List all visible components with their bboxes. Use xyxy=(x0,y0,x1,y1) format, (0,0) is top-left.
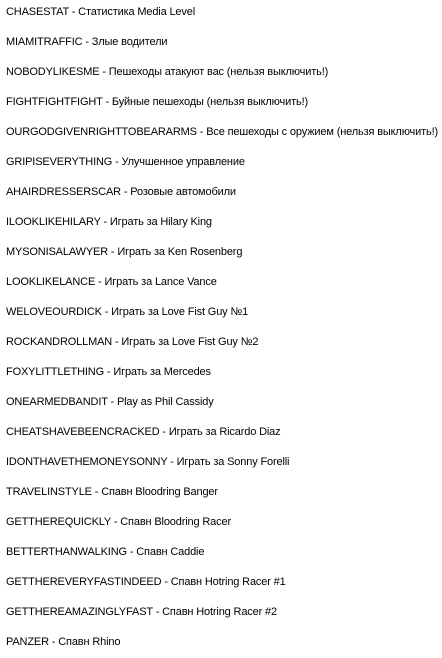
cheat-effect: Играть за Hilary King xyxy=(109,216,212,228)
cheat-code: MYSONISALAWYER xyxy=(6,246,109,258)
cheat-separator: - xyxy=(91,486,102,498)
cheat-separator: - xyxy=(126,546,137,558)
cheat-separator: - xyxy=(112,336,122,348)
cheat-separator: - xyxy=(152,606,163,618)
cheat-effect: Спавн Rhino xyxy=(58,636,121,648)
cheat-line xyxy=(6,514,231,530)
cheat-code: OURGODGIVENRIGHTTOBEARARMS xyxy=(6,126,197,138)
cheat-effect: Играть за Sonny Forelli xyxy=(176,456,290,468)
cheat-code: TRAVELINSTYLE xyxy=(6,486,92,498)
cheat-effect: Спавн Bloodring Racer xyxy=(120,516,231,528)
cheat-code: AHAIRDRESSERSCAR xyxy=(6,186,121,198)
cheat-separator: - xyxy=(161,576,171,588)
cheat-effect: Спавн Caddie xyxy=(136,546,205,558)
cheat-effect: Спавн Bloodring Banger xyxy=(101,486,218,498)
cheat-line xyxy=(6,64,328,80)
cheat-separator: - xyxy=(159,426,169,438)
cheat-line xyxy=(6,124,438,140)
cheat-effect: Злые водители xyxy=(91,36,168,48)
cheat-code: GRIPISEVERYTHING xyxy=(6,156,113,168)
cheat-effect: Играть за Ken Rosenberg xyxy=(117,246,243,258)
cheat-line xyxy=(6,454,289,470)
cheat-line xyxy=(6,364,211,380)
cheat-line xyxy=(6,424,280,440)
cheat-code: NOBODYLIKESME xyxy=(6,66,100,78)
cheat-code: ONEARMEDBANDIT xyxy=(6,396,108,408)
cheat-effect: Спавн Hotring Racer #1 xyxy=(170,576,286,588)
cheat-line xyxy=(6,94,308,110)
cheat-separator: - xyxy=(101,306,112,318)
cheat-code: PANZER xyxy=(6,636,49,648)
cheat-effect: Играть за Ricardo Diaz xyxy=(168,426,281,438)
cheat-separator: - xyxy=(120,186,131,198)
cheat-code: GETTHEREVERYFASTINDEED xyxy=(6,576,162,588)
cheat-code: BETTERTHANWALKING xyxy=(6,546,127,558)
cheat-code: MIAMITRAFFIC xyxy=(6,36,83,48)
cheat-separator: - xyxy=(110,516,121,528)
cheat-separator: - xyxy=(100,216,110,228)
cheat-line xyxy=(6,304,248,320)
cheat-separator: - xyxy=(112,156,122,168)
cheat-effect: Розовые автомобили xyxy=(130,186,236,198)
cheat-separator: - xyxy=(102,96,112,108)
cheat-effect: Играть за Love Fist Guy №1 xyxy=(111,306,249,318)
cheat-line xyxy=(6,34,167,50)
cheat-code: LOOKLIKELANCE xyxy=(6,276,96,288)
cheat-separator: - xyxy=(68,6,79,18)
cheat-effect: Улучшенное управление xyxy=(121,156,245,168)
cheat-separator: - xyxy=(48,636,59,648)
cheat-effect: Все пешеходы с оружием (нельзя выключить!) xyxy=(206,126,439,138)
cheat-effect: Статистика Media Level xyxy=(78,6,196,18)
cheat-code: FOXYLITTLETHING xyxy=(6,366,104,378)
cheat-effect: Буйные пешеходы (нельзя выключить!) xyxy=(111,96,308,108)
cheat-code: WELOVEOURDICK xyxy=(6,306,102,318)
cheat-code: CHEATSHAVEBEENCRACKED xyxy=(6,426,160,438)
cheat-line xyxy=(6,214,212,230)
cheat-separator: - xyxy=(167,456,177,468)
cheat-line xyxy=(6,604,277,620)
cheat-separator: - xyxy=(107,396,117,408)
cheat-code: GETTHEREAMAZINGLYFAST xyxy=(6,606,153,618)
cheat-code: CHASESTAT xyxy=(6,6,69,18)
cheat-code: IDONTHAVETHEMONEYSONNY xyxy=(6,456,168,468)
cheat-separator: - xyxy=(108,246,118,258)
cheat-code: ILOOKLIKEHILARY xyxy=(6,216,101,228)
cheat-effect: Играть за Lance Vance xyxy=(104,276,217,288)
cheat-separator: - xyxy=(82,36,92,48)
cheat-line xyxy=(6,334,258,350)
cheat-effect: Играть за Mercedes xyxy=(113,366,211,378)
cheat-line xyxy=(6,244,242,260)
cheat-line xyxy=(6,634,120,650)
cheat-line xyxy=(6,484,218,500)
cheat-line xyxy=(6,184,236,200)
cheat-effect: Пешеходы атакуют вас (нельзя выключить!) xyxy=(108,66,329,78)
cheat-code: FIGHTFIGHTFIGHT xyxy=(6,96,103,108)
cheat-separator: - xyxy=(104,366,114,378)
cheat-code: GETTHEREQUICKLY xyxy=(6,516,111,528)
cheat-effect: Спавн Hotring Racer #2 xyxy=(162,606,277,618)
cheat-separator: - xyxy=(196,126,207,138)
cheat-line xyxy=(6,274,217,290)
cheat-line xyxy=(6,574,286,590)
cheat-line xyxy=(6,154,245,170)
cheat-line xyxy=(6,544,204,560)
cheat-separator: - xyxy=(95,276,105,288)
cheat-line xyxy=(6,4,195,20)
cheat-effect: Играть за Love Fist Guy №2 xyxy=(121,336,259,348)
cheat-effect: Play as Phil Cassidy xyxy=(116,396,214,408)
cheat-line xyxy=(6,394,214,410)
cheat-separator: - xyxy=(99,66,109,78)
cheat-code: ROCKANDROLLMAN xyxy=(6,336,113,348)
